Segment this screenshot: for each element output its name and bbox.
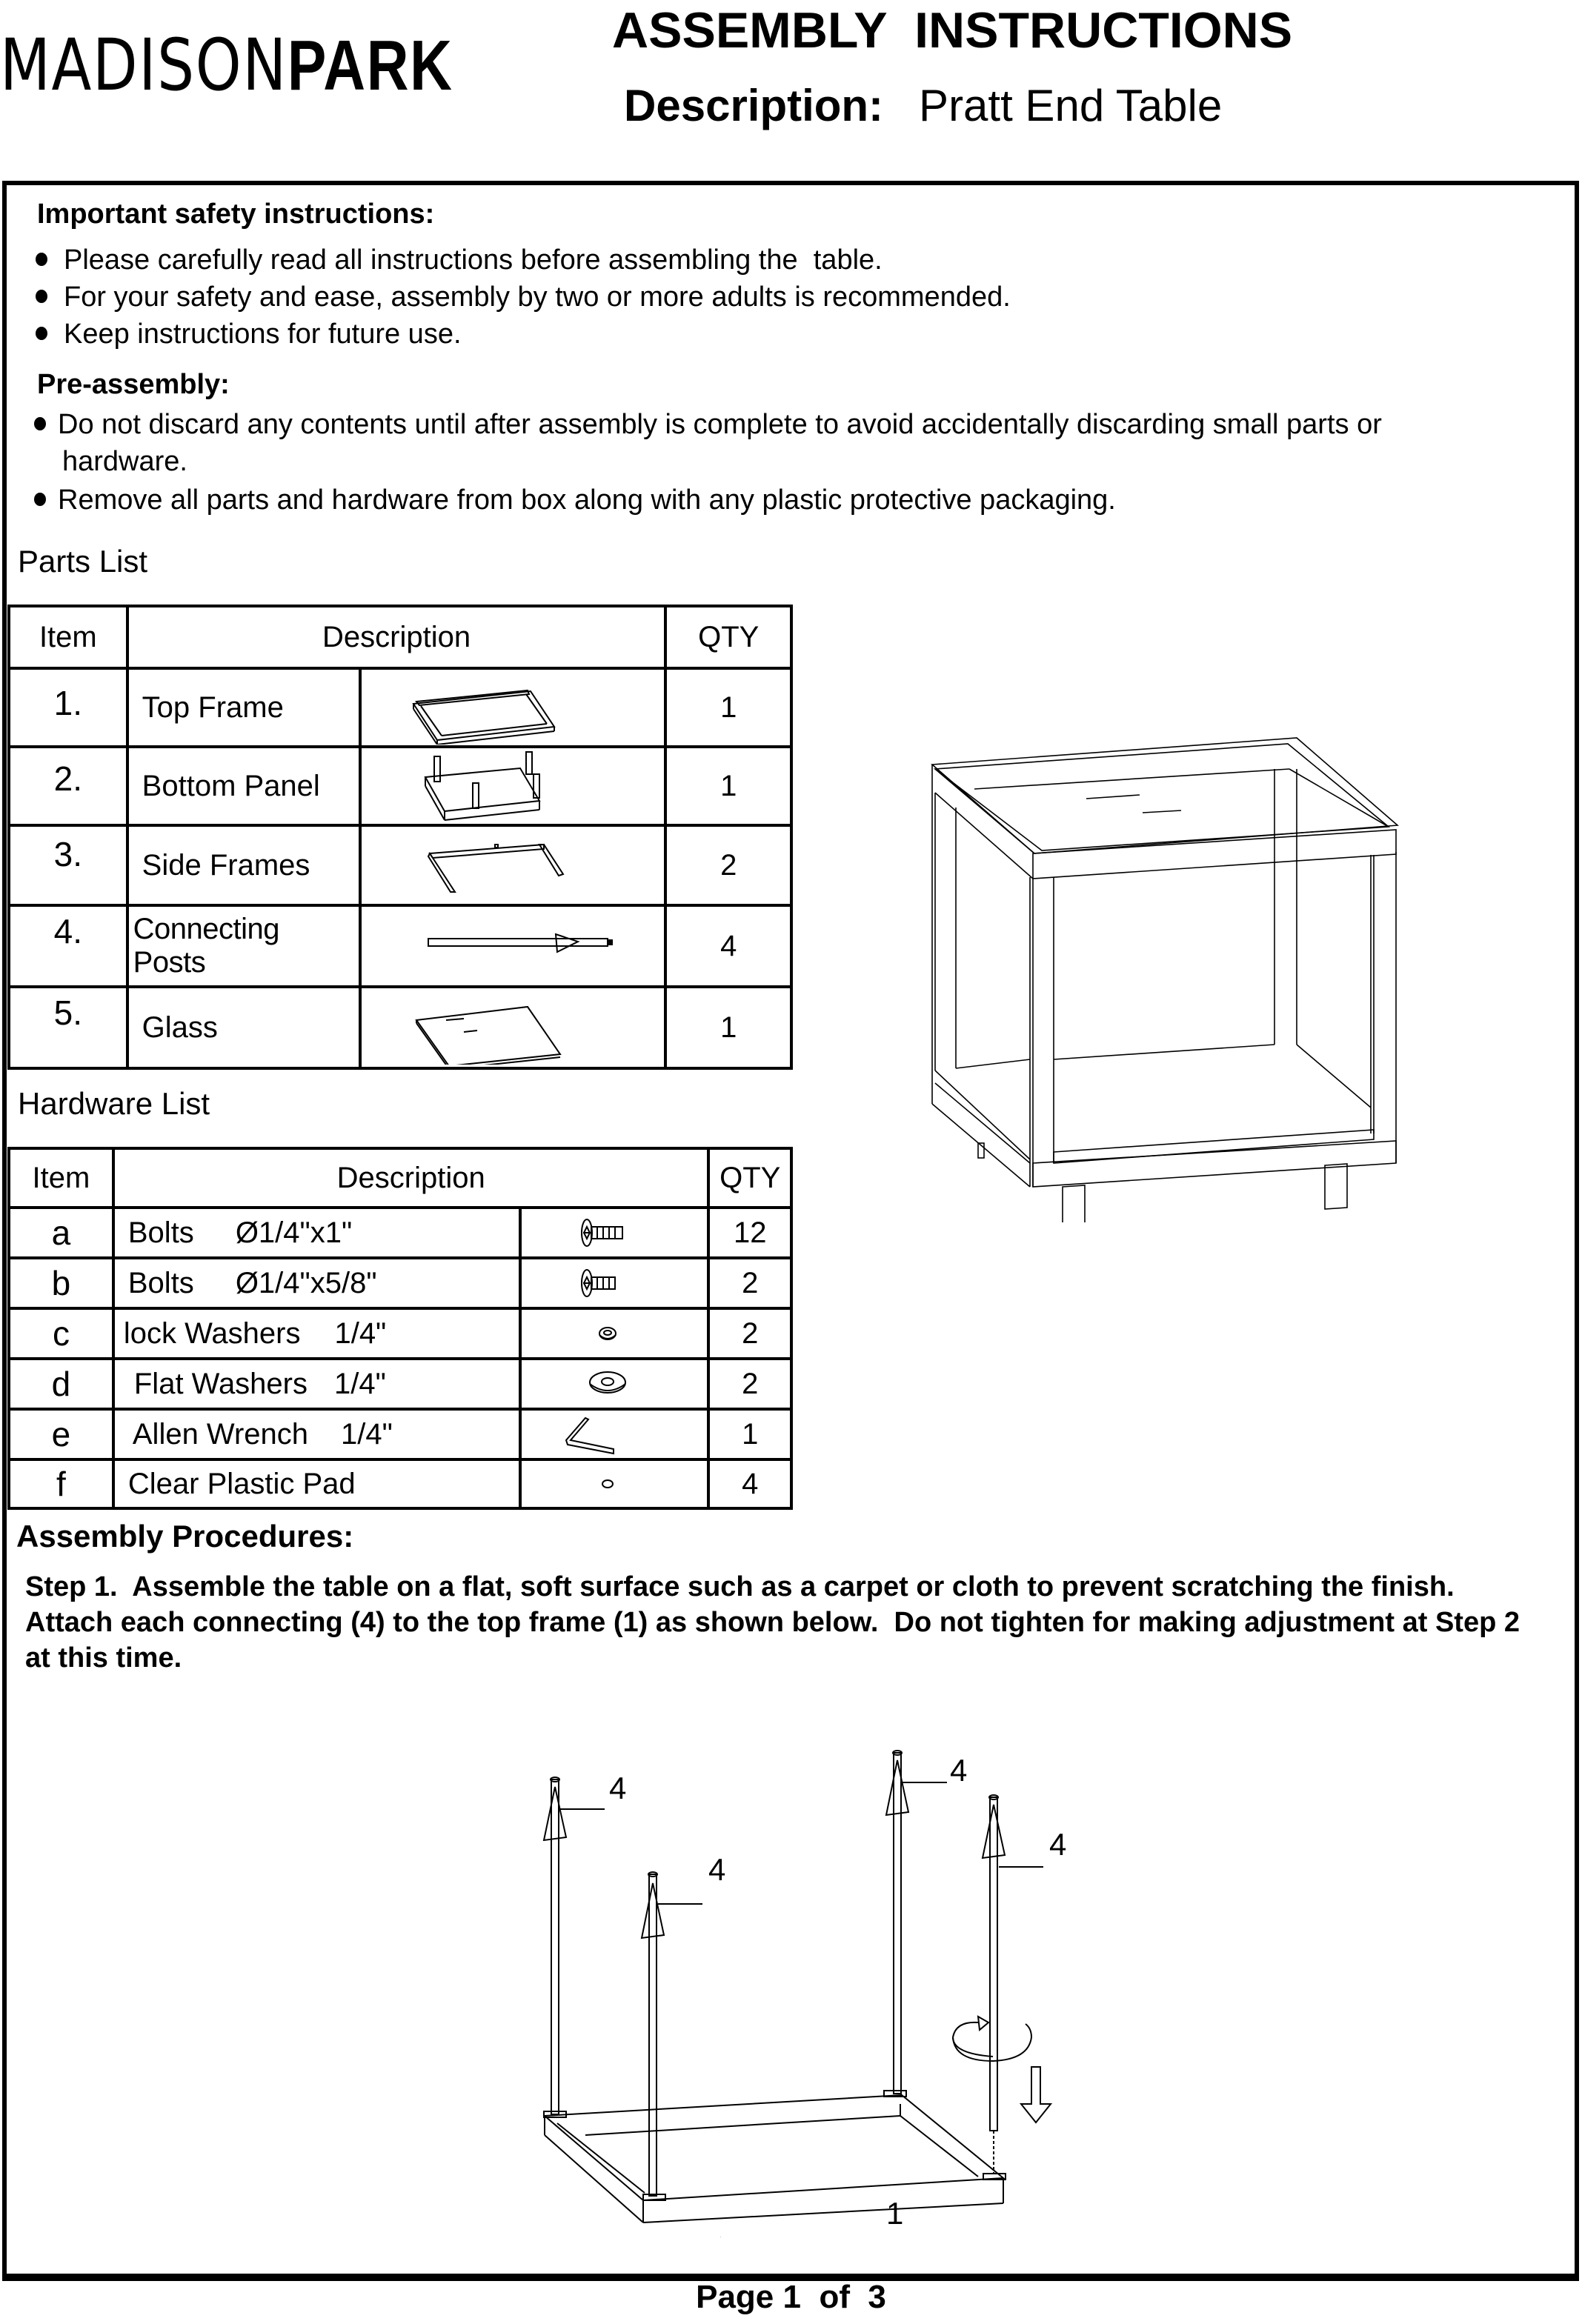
table-row xyxy=(9,905,791,987)
description-value: Pratt End Table xyxy=(919,81,1223,130)
hardware-name: Bolts xyxy=(127,1266,194,1299)
bullet-icon xyxy=(34,417,46,430)
step-1-line: Attach each connecting (4) to the top frame (1) as shown below. Do not tighten for making adjustment at Step 2 xyxy=(25,1607,1520,1638)
table-row xyxy=(9,987,791,1068)
hardware-name: lock Washers xyxy=(123,1316,301,1350)
hardware-size: 1/4" xyxy=(334,1367,386,1400)
hardware-description xyxy=(113,1359,521,1409)
safety-item-text: Please carefully read all instructions before assembling the table. xyxy=(64,244,883,276)
table-row xyxy=(9,1258,791,1308)
bullet-icon xyxy=(36,253,47,266)
safety-item xyxy=(36,244,883,276)
step-1-instructions xyxy=(25,1569,1520,1676)
table-row xyxy=(9,747,791,825)
safety-heading: Important safety instructions: xyxy=(37,199,435,230)
hardware-size: Ø1/4"x5/8" xyxy=(235,1266,377,1299)
table-row xyxy=(9,1459,791,1508)
part-name: Bottom Panel xyxy=(127,747,361,825)
col-header-qty: QTY xyxy=(708,1148,791,1208)
hardware-size: 1/4" xyxy=(334,1316,387,1350)
safety-item xyxy=(36,282,1011,313)
callout-post: 4 xyxy=(609,1771,627,1805)
pre-assembly-heading: Pre-assembly: xyxy=(37,369,230,400)
hardware-qty: 2 xyxy=(708,1359,791,1409)
description-label: Description: xyxy=(624,81,884,130)
side-frame-icon xyxy=(360,825,665,905)
hardware-qty: 12 xyxy=(708,1208,791,1258)
hardware-table-header xyxy=(9,1148,791,1208)
part-qty: 1 xyxy=(665,987,791,1068)
plastic-pad-icon xyxy=(520,1459,708,1508)
callout-post: 4 xyxy=(950,1753,968,1788)
col-header-item: Item xyxy=(9,1148,113,1208)
hardware-name: Bolts xyxy=(127,1216,194,1249)
top-frame-icon xyxy=(360,668,665,747)
table-row xyxy=(9,1409,791,1459)
col-header-description: Description xyxy=(127,606,666,668)
table-row xyxy=(9,1308,791,1359)
pre-assembly-item-text: Do not discard any contents until after assembly is complete to avoid accidentally discarding small parts or xyxy=(58,409,1382,440)
parts-list-title: Parts List xyxy=(18,544,148,579)
hardware-description xyxy=(113,1258,521,1308)
page-label: Page xyxy=(696,2279,774,2315)
connecting-post-icon xyxy=(360,905,665,987)
hardware-qty: 2 xyxy=(708,1258,791,1308)
hardware-letter: d xyxy=(9,1359,113,1409)
document-title: ASSEMBLY INSTRUCTIONS xyxy=(612,2,1293,59)
part-qty: 4 xyxy=(665,905,791,987)
pre-assembly-item-text: Remove all parts and hardware from box along with any plastic protective packaging. xyxy=(58,485,1116,516)
hardware-size: Ø1/4"x1" xyxy=(235,1216,353,1249)
assembly-heading: Assembly Procedures: xyxy=(16,1519,354,1554)
step-1-line: Step 1. Assemble the table on a flat, soft surface such as a carpet or cloth to prevent scratching the finish. xyxy=(25,1571,1455,1602)
flat-washer-icon xyxy=(520,1359,708,1409)
bullet-icon xyxy=(34,493,46,506)
part-number: 4. xyxy=(9,905,127,987)
hardware-letter: b xyxy=(9,1258,113,1308)
step-1-diagram xyxy=(504,1719,1111,2237)
bottom-panel-icon xyxy=(360,747,665,825)
table-row xyxy=(9,1359,791,1409)
page-number xyxy=(0,2279,1582,2316)
bullet-icon xyxy=(36,290,47,303)
part-number: 1. xyxy=(9,668,127,747)
page-total: 3 xyxy=(868,2279,886,2315)
bolt-icon xyxy=(520,1258,708,1308)
table-row xyxy=(9,668,791,747)
glass-panel-icon xyxy=(360,987,665,1068)
hardware-qty: 2 xyxy=(708,1308,791,1359)
allen-wrench-icon xyxy=(520,1409,708,1459)
pre-assembly-item xyxy=(34,409,1382,441)
page-current: 1 xyxy=(782,2279,801,2315)
pre-assembly-item-continuation: hardware. xyxy=(62,446,187,477)
parts-table xyxy=(7,605,793,1070)
hardware-description xyxy=(113,1409,521,1459)
parts-table-header xyxy=(9,606,791,668)
hardware-description xyxy=(113,1459,521,1508)
part-number: 3. xyxy=(9,825,127,905)
safety-item xyxy=(36,319,462,350)
part-qty: 1 xyxy=(665,747,791,825)
bolt-icon xyxy=(520,1208,708,1258)
part-name: Glass xyxy=(127,987,361,1068)
callout-post: 4 xyxy=(1049,1827,1067,1862)
hardware-letter: c xyxy=(9,1308,113,1359)
assembled-table-illustration xyxy=(904,733,1423,1222)
part-name: Connecting Posts xyxy=(127,905,361,987)
callout-post: 4 xyxy=(708,1852,726,1887)
brand-logo xyxy=(0,24,453,107)
bullet-icon xyxy=(36,327,47,340)
product-description xyxy=(624,80,1222,131)
hardware-description xyxy=(113,1208,521,1258)
hardware-list-title: Hardware List xyxy=(18,1086,210,1121)
hardware-size: 1/4" xyxy=(341,1417,393,1451)
part-qty: 1 xyxy=(665,668,791,747)
table-row xyxy=(9,825,791,905)
hardware-letter: e xyxy=(9,1409,113,1459)
hardware-qty: 1 xyxy=(708,1409,791,1459)
hardware-name: Clear Plastic Pad xyxy=(127,1467,356,1500)
brand-logo-bold: PARK xyxy=(287,26,453,105)
hardware-qty: 4 xyxy=(708,1459,791,1508)
hardware-description xyxy=(113,1308,521,1359)
part-number: 5. xyxy=(9,987,127,1068)
col-header-description: Description xyxy=(113,1148,709,1208)
callout-frame: 1 xyxy=(886,2196,904,2231)
pre-assembly-item xyxy=(34,485,1116,516)
hardware-name: Allen Wrench xyxy=(132,1417,309,1451)
hardware-table xyxy=(7,1147,793,1510)
part-qty: 2 xyxy=(665,825,791,905)
part-number: 2. xyxy=(9,747,127,825)
step-1-line: at this time. xyxy=(25,1642,182,1674)
brand-logo-light: MADISON xyxy=(0,24,288,107)
part-name: Side Frames xyxy=(127,825,361,905)
part-name: Top Frame xyxy=(127,668,361,747)
hardware-letter: a xyxy=(9,1208,113,1258)
table-row xyxy=(9,1208,791,1258)
col-header-item: Item xyxy=(9,606,127,668)
hardware-letter: f xyxy=(9,1459,113,1508)
lock-washer-icon xyxy=(520,1308,708,1359)
page-of: of xyxy=(819,2279,850,2315)
hardware-name: Flat Washers xyxy=(133,1367,308,1400)
safety-item-text: Keep instructions for future use. xyxy=(64,319,462,350)
col-header-qty: QTY xyxy=(665,606,791,668)
safety-item-text: For your safety and ease, assembly by two or more adults is recommended. xyxy=(64,282,1011,313)
